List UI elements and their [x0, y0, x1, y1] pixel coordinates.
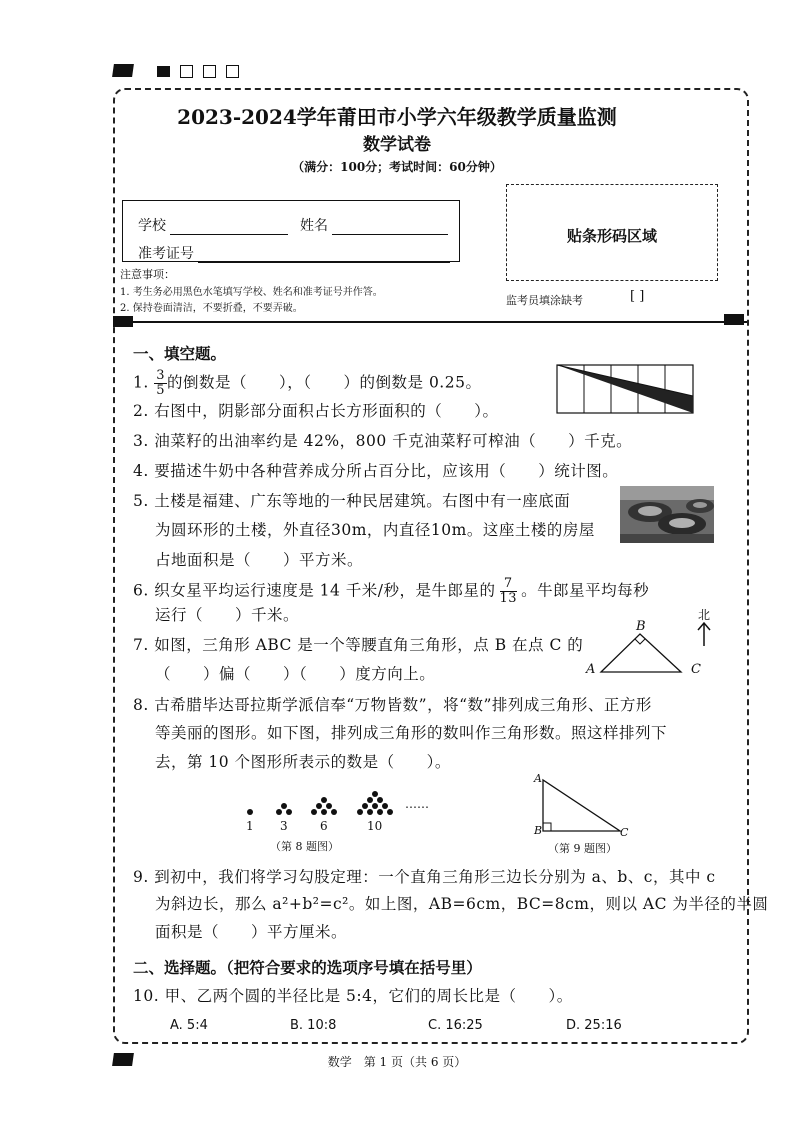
question-10: 10. 甲、乙两个圆的半径比是 5:4，它们的周长比是（ ）。: [133, 987, 573, 1005]
note-item: 1. 考生务必用黑色水笔填写学校、姓名和准考证号并作答。: [120, 287, 383, 298]
question-3: 3. 油菜籽的出油率约是 42%，800 千克油菜籽可榨油（ ）千克。: [133, 432, 633, 450]
vertex-label: A: [534, 772, 542, 785]
id-field[interactable]: [138, 243, 450, 263]
exam-subtitle: 数学试卷: [363, 135, 431, 155]
question-2: 2. 右图中，阴影部分面积占长方形面积的（ ）。: [133, 402, 499, 420]
registration-mark: [724, 314, 744, 325]
dot-label: 6: [320, 819, 328, 833]
north-arrow-icon: [696, 621, 712, 647]
shaded-rectangle-figure: [556, 364, 694, 414]
dot-label: 3: [280, 819, 288, 833]
option-c[interactable]: C. 16:25: [428, 1018, 483, 1033]
question-5-line-1: 5. 土楼是福建、广东等地的一种民居建筑。右图中有一座底面: [133, 492, 571, 510]
section-heading: 一、填空题。: [133, 344, 227, 363]
name-label: 姓名: [300, 218, 328, 234]
tulou-photo: [620, 486, 714, 543]
option-a[interactable]: A. 5:4: [170, 1018, 208, 1033]
question-8-line-3: 去，第 10 个图形所表示的数是（ ）。: [155, 753, 451, 771]
registration-mark: [157, 66, 170, 77]
question-6-line-2: 运行（ ）千米。: [155, 606, 300, 624]
fraction: $\frac{3}{5}$: [156, 368, 166, 398]
id-box: [203, 65, 216, 78]
question-7-line-1: 7. 如图，三角形 ABC 是一个等腰直角三角形，点 B 在点 C 的: [133, 636, 584, 654]
exam-title: 2023-2024学年莆田市小学六年级教学质量监测: [177, 105, 617, 129]
triangular-numbers-figure: [240, 785, 400, 819]
dot-label: 10: [367, 819, 383, 833]
question-5-line-3: 占地面积是（ ）平方米。: [155, 551, 364, 569]
exam-meta: （满分：100分；考试时间：60分钟）: [292, 160, 502, 174]
dot-label: 1: [246, 819, 254, 833]
id-label: 准考证号: [138, 246, 194, 262]
figure-caption: （第 8 题图）: [270, 840, 339, 853]
question-8-line-2: 等美丽的图形。如下图，排列成三角形的数叫作三角形数。照这样排列下: [155, 724, 668, 742]
question-6-line-1: 6. 织女星平均运行速度是 14 千米/秒，是牛郎星的 $\frac{7}{13}$ 。牛郎星平均每秒: [133, 576, 650, 606]
barcode-label: 贴条形码区域: [566, 227, 657, 245]
absent-label: 监考员填涂缺考: [506, 294, 583, 307]
question-9-line-3: 面积是（ ）平方厘米。: [155, 923, 348, 941]
question-9-line-1: 9. 到初中，我们将学习勾股定理：一个直角三角形三边长分别为 a、b、c，其中 c: [133, 868, 716, 886]
question-8-line-1: 8. 古希腊毕达哥拉斯学派信奉“万物皆数”，将“数”排列成三角形、正方形: [133, 696, 652, 714]
note-item: 2. 保持卷面清洁，不要折叠，不要弄破。: [120, 303, 303, 314]
school-label: 学校: [138, 218, 166, 234]
divider: [113, 321, 747, 323]
id-box: [180, 65, 193, 78]
option-b[interactable]: B. 10:8: [290, 1018, 337, 1033]
north-label: 北: [698, 608, 711, 622]
question-4: 4. 要描述牛奶中各种营养成分所占百分比，应该用（ ）统计图。: [133, 462, 619, 480]
option-d[interactable]: D. 25:16: [566, 1018, 622, 1033]
question-1: [133, 369, 481, 398]
question-number: 1.: [133, 373, 149, 392]
fraction: $\frac{7}{13}$: [499, 576, 518, 606]
name-field[interactable]: [300, 215, 448, 235]
notes-heading: 注意事项：: [120, 268, 175, 281]
vertex-label: C: [691, 662, 701, 677]
registration-mark: [112, 64, 134, 77]
ellipsis: ……: [405, 797, 429, 811]
registration-mark: [113, 316, 133, 327]
figure-caption: （第 9 题图）: [548, 842, 617, 855]
question-text: 的倒数是（ ），（ ）的倒数是 0.25。: [167, 373, 482, 392]
vertex-label: C: [620, 826, 629, 839]
question-9-line-2: 为斜边长，那么 a²+b²=c²。如上图，AB=6cm，BC=8cm，则以 AC 为半径的半圆: [155, 895, 769, 913]
vertex-label: B: [636, 619, 646, 634]
school-field[interactable]: [138, 215, 288, 235]
vertex-label: B: [534, 824, 543, 837]
section-heading: 二、选择题。（把符合要求的选项序号填在括号里）: [133, 958, 482, 977]
page-footer: 数学 第 1 页（共 6 页）: [327, 1055, 467, 1069]
absent-checkbox[interactable]: [ ]: [630, 289, 645, 304]
id-box: [226, 65, 239, 78]
question-7-line-2: （ ）偏（ ）（ ）度方向上。: [155, 665, 436, 683]
vertex-label: A: [586, 662, 596, 677]
question-5-line-2: 为圆环形的土楼，外直径30m，内直径10m。这座土楼的房屋: [155, 521, 595, 539]
